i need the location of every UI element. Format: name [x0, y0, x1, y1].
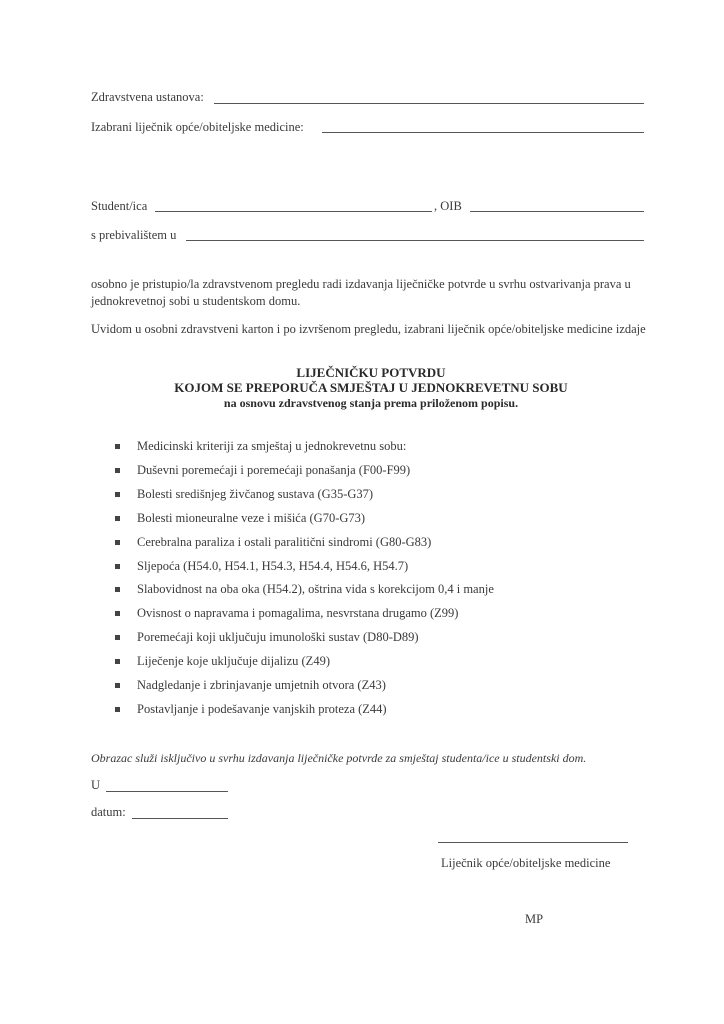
place-field[interactable]: [106, 791, 228, 792]
bullet-icon: [115, 492, 120, 497]
list-item: Postavljanje i podešavanje vanjskih proteza (Z44): [137, 702, 387, 717]
student-label: Student/ica: [91, 199, 148, 213]
list-item: Slabovidnost na oba oka (H54.2), oštrina vida s korekcijom 0,4 i manje: [137, 582, 494, 597]
certificate-title-line2: KOJOM SE PREPORUČA SMJEŠTAJ U JEDNOKREVETNU SOBU: [174, 380, 568, 395]
student-field[interactable]: [155, 211, 432, 212]
bullet-icon: [115, 683, 120, 688]
bullet-icon: [115, 707, 120, 712]
list-item: Duševni poremećaji i poremećaji ponašanja (F00-F99): [137, 463, 410, 478]
bullet-icon: [115, 540, 120, 545]
list-item: Bolesti mioneuralne veze i mišića (G70-G73): [137, 511, 365, 526]
bullet-icon: [115, 516, 120, 521]
bullet-icon: [115, 611, 120, 616]
date-field[interactable]: [132, 818, 228, 819]
paragraph-issuance: Uvidom u osobni zdravstveni karton i po izvršenom pregledu, izabrani liječnik opće/obiteljske medicine izdaje: [91, 322, 646, 336]
doctor-field[interactable]: [322, 132, 644, 133]
oib-field[interactable]: [470, 211, 644, 212]
list-item: Bolesti središnjeg živčanog sustava (G35-G37): [137, 487, 373, 502]
oib-label: , OIB: [434, 199, 462, 213]
stamp-label: MP: [525, 912, 544, 926]
residence-label: s prebivalištem u: [91, 228, 177, 242]
certificate-subtitle: na osnovu zdravstvenog stanja prema priloženom popisu.: [223, 396, 519, 410]
date-label: datum:: [91, 805, 126, 819]
residence-field[interactable]: [186, 240, 644, 241]
doctor-label: Izabrani liječnik opće/obiteljske medicine:: [91, 120, 304, 134]
place-label: U: [91, 778, 101, 792]
list-item: Nadgledanje i zbrinjavanje umjetnih otvora (Z43): [137, 678, 386, 693]
bullet-icon: [115, 564, 120, 569]
bullet-icon: [115, 444, 120, 449]
bullet-icon: [115, 659, 120, 664]
bullet-icon: [115, 587, 120, 592]
signature-label: Liječnik opće/obiteljske medicine: [441, 856, 611, 870]
list-item: Poremećaji koji uključuju imunološki sustav (D80-D89): [137, 630, 419, 645]
list-item: Ovisnost o napravama i pomagalima, nesvrstana drugamo (Z99): [137, 606, 458, 621]
list-item: Cerebralna paraliza i ostali paralitični sindromi (G80-G83): [137, 535, 431, 550]
bullet-icon: [115, 635, 120, 640]
institution-field[interactable]: [214, 103, 644, 104]
form-note: Obrazac služi isključivo u svrhu izdavanja liječničke potvrde za smještaj studenta/ice u studentski dom.: [91, 751, 587, 765]
institution-label: Zdravstvena ustanova:: [91, 90, 204, 104]
list-item: Medicinski kriteriji za smještaj u jednokrevetnu sobu:: [137, 439, 406, 454]
bullet-icon: [115, 468, 120, 473]
certificate-title-line1: LIJEČNIČKU POTVRDU: [296, 365, 446, 380]
signature-field[interactable]: [438, 842, 628, 843]
list-item: Liječenje koje uključuje dijalizu (Z49): [137, 654, 330, 669]
paragraph-examination: osobno je pristupio/la zdravstvenom pregledu radi izdavanja liječničke potvrde u svrhu ostvarivanja prava u jednokrevetnoj sobi u studentskom domu.: [91, 277, 631, 308]
list-item: Sljepoća (H54.0, H54.1, H54.3, H54.4, H54.6, H54.7): [137, 559, 408, 574]
